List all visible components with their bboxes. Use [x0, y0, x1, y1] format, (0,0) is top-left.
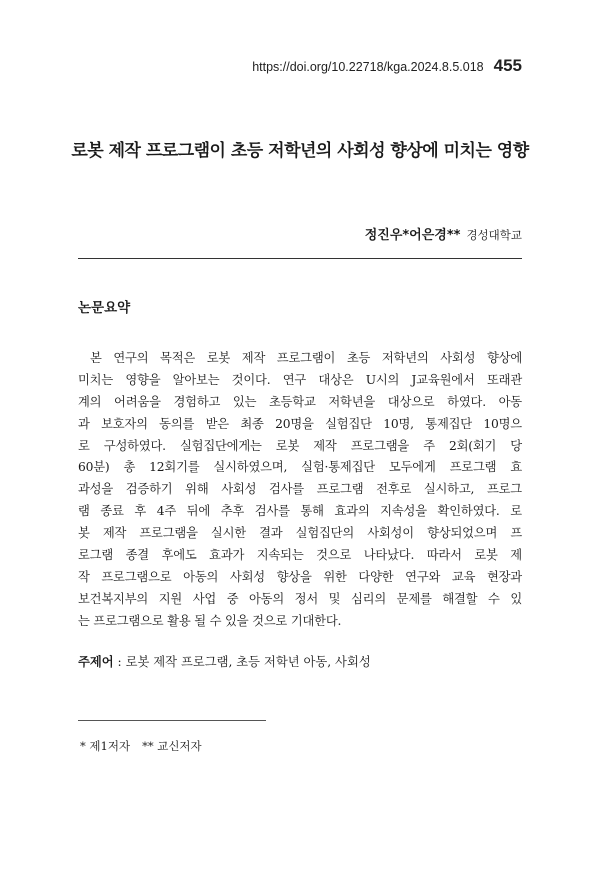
keywords-separator: :: [113, 655, 126, 669]
footnote-corresponding-author: ** 교신저자: [142, 739, 202, 753]
author-block: [365, 224, 522, 243]
footnote-first-author: * 제1저자: [80, 739, 131, 753]
paper-title: 로봇 제작 프로그램이 초등 저학년의 사회성 향상에 미치는 영향: [71, 141, 529, 161]
page-number: 455: [493, 56, 522, 75]
author-affiliation: 경성대학교: [466, 228, 522, 242]
title-divider: [78, 258, 522, 259]
abstract-line: 과 보호자의 동의를 받은 최종 20명을 실험집단 10명, 통제집단 10명으: [78, 416, 522, 431]
author-names: 정진우*어은경**: [364, 228, 461, 243]
abstract-line: 보건복지부의 지원 사업 중 아동의 정서 및 심리의 문제를 해결할 수 있: [78, 591, 522, 606]
abstract-line: 계의 어려움을 경험하고 있는 초등학교 저학년을 대상으로 하였다. 아동: [78, 394, 522, 409]
abstract-line: 미치는 영향을 알아보는 것이다. 연구 대상은 U시의 J교육원에서 또래관: [78, 372, 522, 387]
abstract-line: 봇 제작 프로그램을 실시한 결과 실험집단의 사회성이 향상되었으며 프: [78, 526, 522, 541]
abstract-line: 본 연구의 목적은 로봇 제작 프로그램이 초등 저학년의 사회성 향상에: [90, 351, 522, 365]
abstract-line: 로 구성하였다. 실험집단에게는 로봇 제작 프로그램을 주 2회(회기 당: [78, 438, 522, 453]
keywords: [78, 652, 371, 670]
footnotes: [80, 738, 202, 754]
abstract-line: 램 종료 후 4주 뒤에 추후 검사를 통해 효과의 지속성을 확인하였다. 로: [78, 504, 522, 519]
abstract-heading: 논문요약: [78, 300, 131, 316]
abstract-line: 는 프로그램으로 활용 될 수 있을 것으로 기대한다.: [78, 613, 342, 628]
keywords-text: 로봇 제작 프로그램, 초등 저학년 아동, 사회성: [125, 655, 371, 669]
doi-link[interactable]: https://doi.org/10.22718/kga.2024.8.5.018: [252, 60, 484, 74]
keywords-label: 주제어: [78, 655, 114, 669]
abstract-line: 과성을 검증하기 위해 사회성 검사를 프로그램 전후로 실시하고, 프로그: [78, 482, 522, 497]
page-header: [252, 56, 522, 76]
abstract-body: [78, 348, 522, 633]
footnote-divider: [78, 720, 266, 721]
abstract-line: 작 프로그램으로 아동의 사회성 향상을 위한 다양한 연구와 교육 현장과: [78, 569, 522, 584]
abstract-line: 로그램 종결 후에도 효과가 지속되는 것으로 나타났다. 따라서 로봇 제: [78, 548, 522, 563]
abstract-line: 60분) 총 12회기를 실시하였으며, 실험·통제집단 모두에게 프로그램 효: [78, 460, 522, 475]
